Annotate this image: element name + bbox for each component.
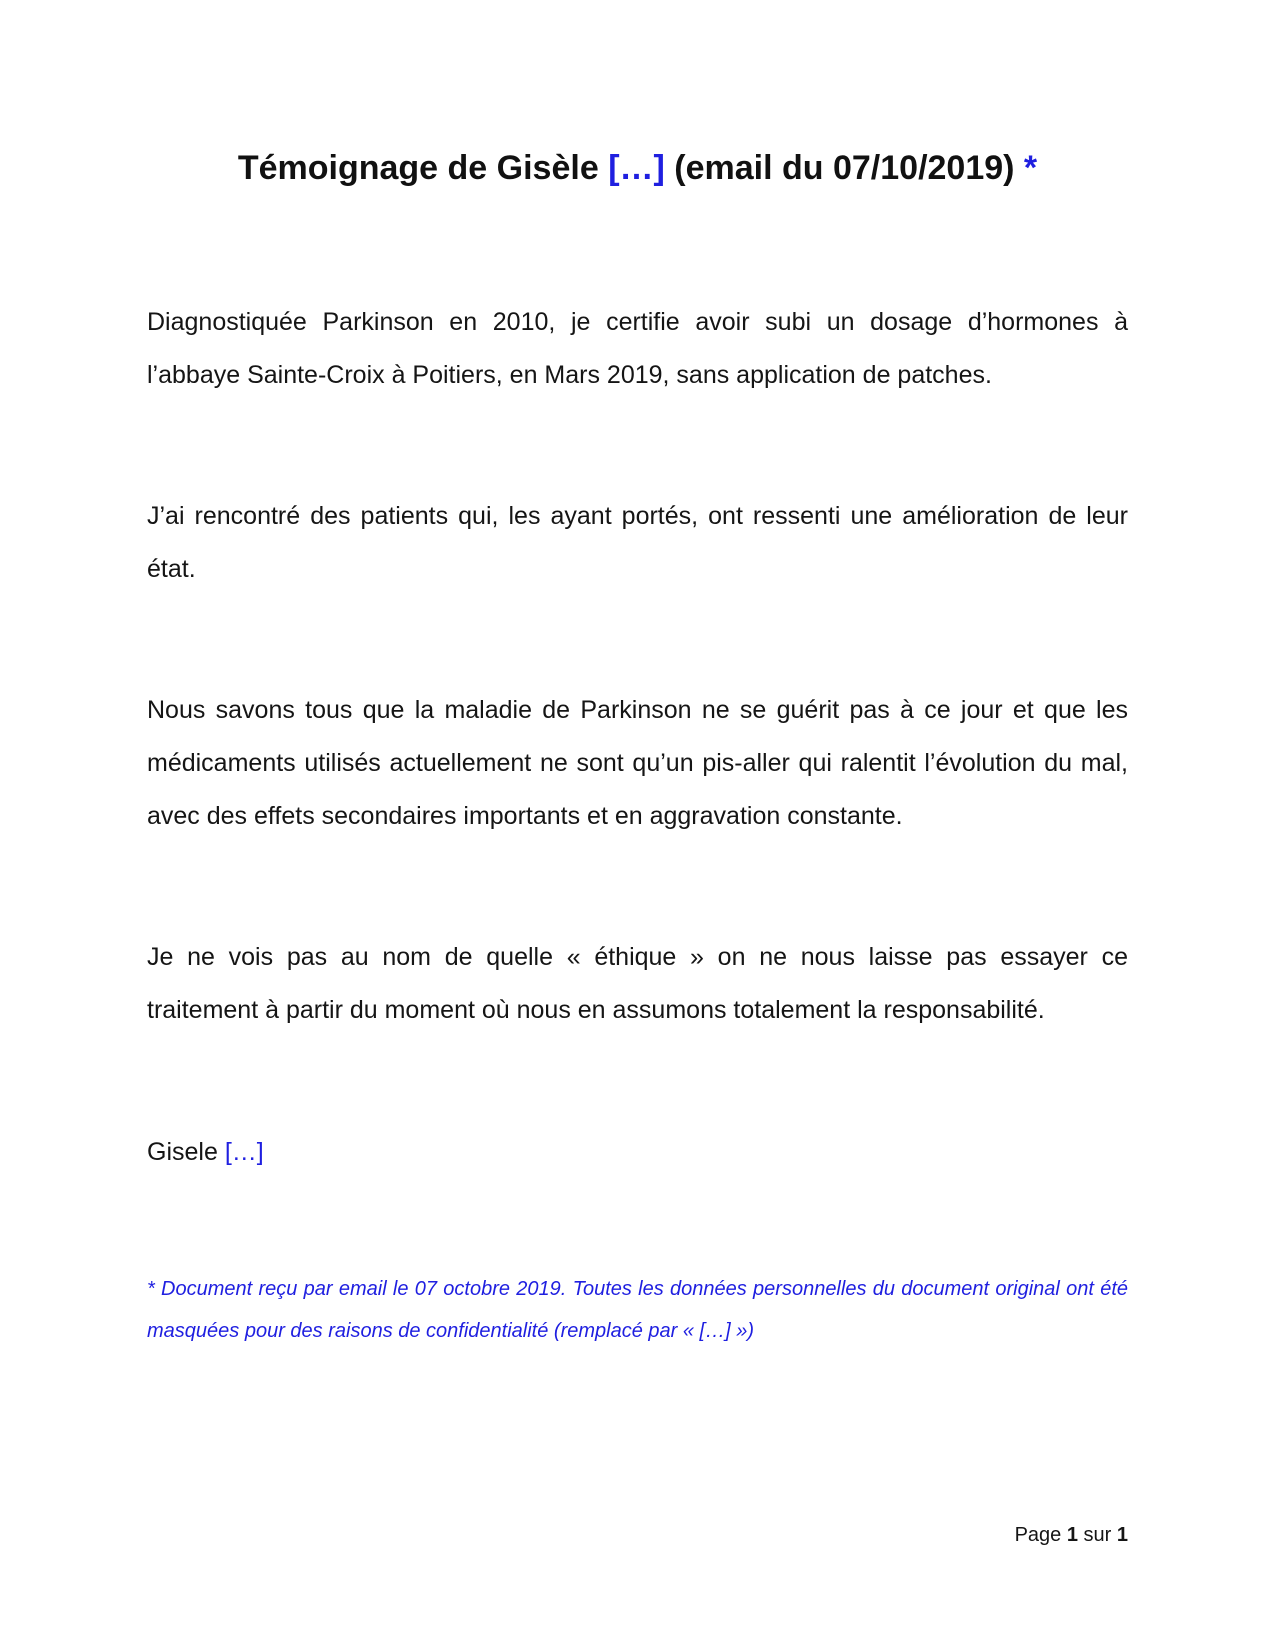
paragraph-disease: Nous savons tous que la maladie de Parkinson ne se guérit pas à ce jour et que les médicaments utilisés actuellement ne sont qu’un pis-aller qui ralentit l’évolution du mal, avec des effets secondaires importants et en aggravation constante. (147, 696, 1128, 830)
page-number-total: 1 (1116, 1524, 1128, 1546)
paragraph-patients: J’ai rencontré des patients qui, les ayant portés, ont ressenti une amélioration de leur état. (147, 502, 1128, 583)
title-footnote-asterisk: * (1023, 149, 1038, 187)
page-footer (1015, 1522, 1128, 1548)
paragraph-diagnosis: Diagnostiquée Parkinson en 2010, je certifie avoir subi un dosage d’hormones à l’abbaye Sainte-Croix à Poitiers, en Mars 2019, sans application de patches. (147, 308, 1128, 389)
title-text-start: Témoignage de Gisèle (237, 149, 609, 187)
document-title (0, 146, 1275, 190)
title-text-end: (email du 07/10/2019) (664, 149, 1024, 187)
signature-redacted-marker: […] (224, 1138, 264, 1166)
signature-name: Gisele (147, 1138, 225, 1166)
page-footer-prefix: Page (1014, 1524, 1067, 1546)
paragraph-ethics: Je ne vois pas au nom de quelle « éthique » on ne nous laisse pas essayer ce traitement à partir du moment où nous en assumons totalement la responsabilité. (147, 943, 1128, 1024)
footnote: * Document reçu par email le 07 octobre 2019. Toutes les données personnelles du document original ont été masquées pour des raisons de confidentialité (remplacé par « […] ») (147, 1278, 1128, 1342)
signature (147, 1126, 1128, 1179)
page-number-current: 1 (1066, 1524, 1078, 1546)
page-footer-middle: sur (1077, 1524, 1117, 1546)
title-redacted-marker: […] (608, 149, 665, 187)
